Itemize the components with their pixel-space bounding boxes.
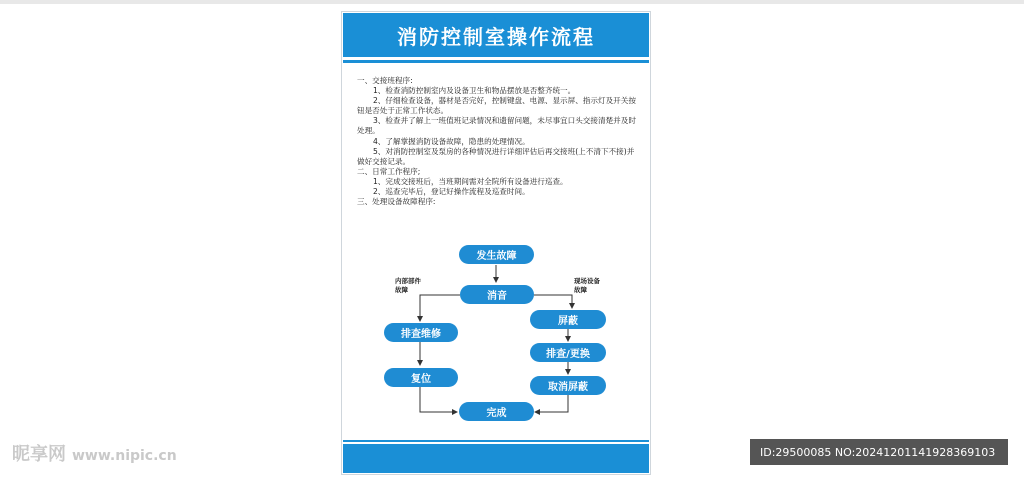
section-item: 5、对消防控制室及泵房的各种情况进行详细评估后再交接班(上不清下不接)并做好交接记录。 xyxy=(357,146,635,166)
flow-node-start: 发生故障 xyxy=(459,245,534,264)
fault-flowchart xyxy=(342,12,650,474)
section-item: 1、检查消防控制室内及设备卫生和物品摆放是否整齐统一。 xyxy=(372,86,576,96)
flow-node-unshield: 取消屏蔽 xyxy=(530,376,606,395)
section-item: 1、完成交接班后，当班期间需对全院所有设备进行巡查。 xyxy=(372,176,568,186)
flow-node-complete: 完成 xyxy=(459,402,534,421)
poster-title: 消防控制室操作流程 xyxy=(343,13,649,57)
right-branch-label: 现场设备 故障 xyxy=(574,277,600,294)
section-heading: 三、处理设备故障程序: xyxy=(357,197,436,207)
footer-line xyxy=(343,440,649,442)
section-heading: 一、交接班程序: xyxy=(357,76,413,85)
flow-node-check-replace: 排查/更换 xyxy=(530,343,606,362)
section-item: 4、了解掌握消防设备故障，隐患的处理情况。 xyxy=(372,136,530,146)
flow-node-reset: 复位 xyxy=(384,368,458,387)
site-watermark xyxy=(12,440,177,466)
top-border xyxy=(0,0,1024,4)
image-id-badge: ID:29500085 NO:20241201141928369103 xyxy=(750,439,1008,465)
section-heading: 二、日常工作程序; xyxy=(357,166,421,176)
poster xyxy=(342,12,650,474)
flow-node-silence: 消音 xyxy=(460,285,534,304)
flow-node-shield: 屏蔽 xyxy=(530,310,606,329)
site-name: 昵享网 xyxy=(12,444,66,465)
site-url: www.nipic.cn xyxy=(72,448,177,464)
section-item: 3、检查并了解上一班值班记录情况和遗留问题，未尽事宜口头交接清楚并及时处理。 xyxy=(357,116,636,136)
poster-footer xyxy=(343,444,649,473)
flow-node-repair: 排查维修 xyxy=(384,323,458,342)
section-item: 2、仔细检查设备，器材是否完好，控制键盘、电源、显示屏、指示灯及开关按钮是否处于正常工作状态。 xyxy=(357,96,636,116)
section-item: 2、巡查完毕后，登记好操作流程及巡查时间。 xyxy=(372,187,530,197)
left-branch-label: 内部部件 故障 xyxy=(395,277,421,294)
